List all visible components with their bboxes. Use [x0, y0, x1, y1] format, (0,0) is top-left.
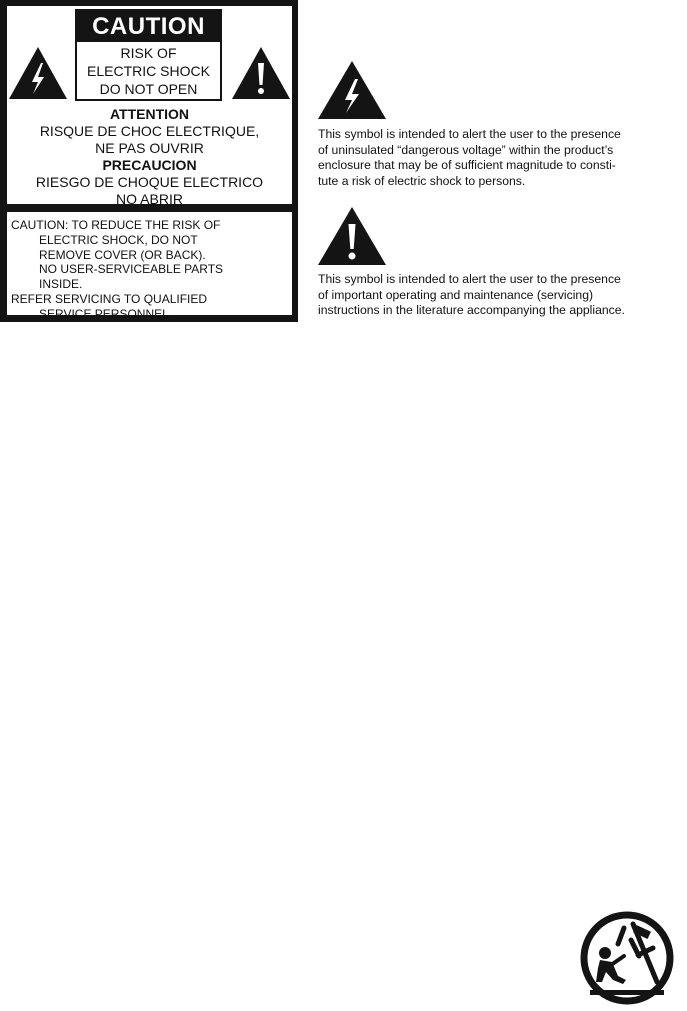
- cart-tip-over-warning-icon: [578, 910, 676, 1006]
- description-line: This symbol is intended to alert the user to the presence: [318, 272, 621, 286]
- exclamation-warning-icon: [231, 46, 291, 100]
- exclamation-symbol-description: [318, 272, 687, 319]
- description-line: tute a risk of electric shock to persons.: [318, 173, 526, 188]
- spanish-heading: PRECAUCION: [102, 157, 197, 173]
- exclamation-warning-icon: [317, 206, 387, 266]
- spanish-line: RIESGO DE CHOQUE ELECTRICO: [35, 174, 264, 190]
- caution-label-bottom-panel: [7, 212, 292, 321]
- spanish-line: NO ABRIR: [116, 191, 183, 207]
- french-heading: ATTENTION: [109, 106, 190, 122]
- spanish-warning: [7, 157, 292, 208]
- french-warning: [7, 106, 292, 157]
- caution-header: [75, 9, 222, 101]
- risk-line: ELECTRIC SHOCK: [87, 63, 210, 79]
- description-line: This symbol is intended to alert the user to the presence: [318, 127, 621, 141]
- instruction-line: REMOVE COVER (OR BACK).: [39, 247, 206, 262]
- lightning-warning-icon: [8, 46, 68, 100]
- description-line: enclosure that may be of sufficient magnitude to consti-: [318, 158, 616, 172]
- risk-line: DO NOT OPEN: [99, 81, 198, 97]
- caution-title: CAUTION: [77, 11, 220, 42]
- caution-label: [0, 0, 298, 322]
- instruction-line: NO USER-SERVICEABLE PARTS: [39, 262, 224, 277]
- instruction-line: ELECTRIC SHOCK, DO NOT: [39, 232, 198, 247]
- instruction-line: INSIDE.: [39, 277, 83, 292]
- risk-line: RISK OF: [120, 45, 177, 61]
- servicing-instructions: [11, 218, 223, 322]
- instruction-line: SERVICE PERSONNEL.: [39, 306, 173, 321]
- description-line: instructions in the literature accompanying the appliance.: [318, 303, 625, 317]
- instruction-line: CAUTION: TO REDUCE THE RISK OF: [11, 218, 221, 232]
- french-line: NE PAS OUVRIR: [95, 140, 204, 156]
- description-line: of important operating and maintenance (servicing): [318, 287, 594, 302]
- instruction-line: REFER SERVICING TO QUALIFIED: [11, 291, 208, 306]
- french-line: RISQUE DE CHOC ELECTRIQUE,: [39, 123, 260, 139]
- lightning-symbol-description: [318, 127, 687, 189]
- caution-label-top-panel: [7, 6, 292, 207]
- description-line: of uninsulated “dangerous voltage” within the product’s: [318, 142, 614, 157]
- risk-of-shock-text: [77, 44, 220, 98]
- lightning-warning-icon: [317, 60, 387, 120]
